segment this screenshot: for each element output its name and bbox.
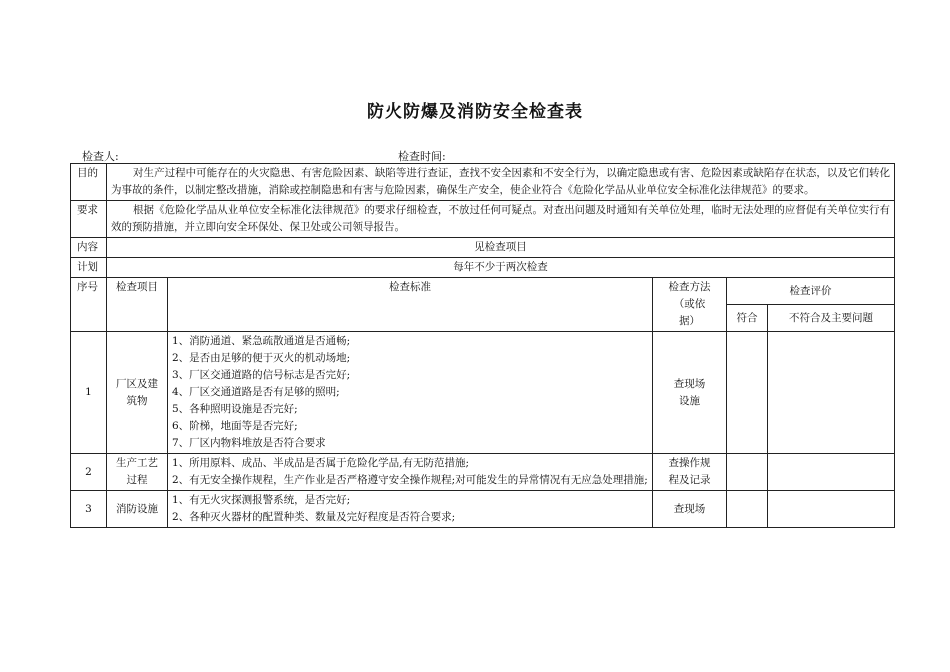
item-1-method-line-2: 设施 [679, 394, 700, 407]
header-nonconform: 不符合及主要问题 [768, 305, 895, 332]
item-1-criterion: 7、厂区内物料堆放是否符合要求 [172, 437, 326, 449]
purpose-text: 对生产过程中可能存在的火灾隐患、有害危险因素、缺陷等进行查证，查找不安全因素和不安全行为，以确定隐患或有害、危险因素或缺陷存在状态，以及它们转化为事故的条件，以制定整改措施，消除或控制隐患和有害与危险因素，确保生产安全，使企业符合《危险化学品从业单位安全标准化法律规范》的要求。 [111, 167, 890, 196]
item-2-criterion: 1、所用原料、成品、半成品是否属于危险化学品,有无防范措施; [172, 457, 470, 469]
item-3-conform-cell[interactable] [727, 491, 768, 528]
item-3-name [107, 491, 168, 528]
purpose-cell [107, 164, 895, 201]
inspection-time-label: 检查时间: [398, 150, 446, 163]
item-3-seq: 3 [71, 491, 107, 528]
header-method-line-2: （或依 [673, 298, 706, 310]
header-standard: 检查标准 [168, 278, 653, 332]
item-2-nonconform-cell[interactable] [768, 454, 895, 491]
content-label: 内容 [71, 238, 107, 258]
item-3-method-line-1: 查现场 [673, 502, 706, 515]
content-row [71, 238, 895, 258]
item-2-method [653, 454, 727, 491]
item-1-criterion: 5、各种照明设施是否完好; [172, 403, 298, 415]
item-3-criterion: 1、有无火灾探测报警系统，是否完好; [172, 494, 351, 506]
item-2-criteria [168, 454, 653, 491]
content-text: 见检查项目 [107, 238, 895, 258]
requirement-cell [107, 201, 895, 238]
item-3-method [653, 491, 727, 528]
purpose-label: 目的 [71, 164, 107, 201]
header-evaluation: 检查评价 [727, 278, 895, 305]
item-1-name-line-1: 厂区及建 [116, 377, 158, 390]
item-3-criteria [168, 491, 653, 528]
header-item: 检查项目 [107, 278, 168, 332]
item-1-nonconform-cell[interactable] [768, 332, 895, 454]
item-2-name-line-2: 过程 [126, 474, 148, 486]
plan-label: 计划 [71, 258, 107, 278]
item-2-seq: 2 [71, 454, 107, 491]
header-seq: 序号 [71, 278, 107, 332]
header-method [653, 278, 727, 332]
header-method-line-3: 据） [679, 315, 700, 327]
item-1-criterion: 4、厂区交通道路是否有足够的照明; [172, 386, 340, 398]
item-1-criterion: 1、消防通道、紧急疏散通道是否通畅; [172, 335, 351, 347]
item-2-name-line-1: 生产工艺 [116, 457, 158, 469]
item-2-method-line-2: 程及记录 [668, 474, 711, 486]
table-row [71, 491, 895, 528]
page-title: 防火防爆及消防安全检查表 [367, 102, 583, 122]
item-1-method [653, 332, 727, 454]
table-row [71, 332, 895, 454]
plan-text: 每年不少于两次检查 [107, 258, 895, 278]
item-1-criterion: 6、阶梯，地面等是否完好; [172, 420, 298, 432]
item-3-nonconform-cell[interactable] [768, 491, 895, 528]
item-3-criterion: 2、各种灭火器材的配置种类、数量及完好程度是否符合要求; [172, 511, 456, 523]
item-2-method-line-1: 查操作规 [668, 457, 711, 469]
header-conform: 符合 [727, 305, 768, 332]
item-1-seq: 1 [71, 332, 107, 454]
header-method-line-1: 检查方法 [668, 281, 711, 293]
inspector-label: 检查人: [82, 150, 119, 163]
item-2-criterion: 2、有无安全操作规程，生产作业是否严格遵守安全操作规程;对可能发生的异常情况有无应急处理措施; [172, 474, 648, 486]
requirement-label: 要求 [71, 201, 107, 238]
item-1-criterion: 3、厂区交通道路的信号标志是否完好; [172, 369, 351, 381]
item-1-conform-cell[interactable] [727, 332, 768, 454]
plan-row [71, 258, 895, 278]
checklist-table [70, 163, 895, 528]
item-1-criterion: 2、是否由足够的便于灭火的机动场地; [172, 352, 351, 364]
item-2-name [107, 454, 168, 491]
item-1-method-line-1: 查现场 [673, 377, 706, 390]
purpose-row [71, 164, 895, 201]
item-1-name-line-2: 筑物 [126, 394, 148, 407]
item-1-name [107, 332, 168, 454]
item-3-name-line-1: 消防设施 [116, 502, 158, 515]
item-1-criteria [168, 332, 653, 454]
requirement-text: 根据《危险化学品从业单位安全标准化法律规范》的要求仔细检查，不放过任何可疑点。对查出问题及时通知有关单位处理，临时无法处理的应督促有关单位实行有效的预防措施，并立即向安全环保处、保卫处或公司领导报告。 [111, 204, 890, 233]
table-row [71, 454, 895, 491]
header-row [71, 278, 895, 305]
requirement-row [71, 201, 895, 238]
item-2-conform-cell[interactable] [727, 454, 768, 491]
